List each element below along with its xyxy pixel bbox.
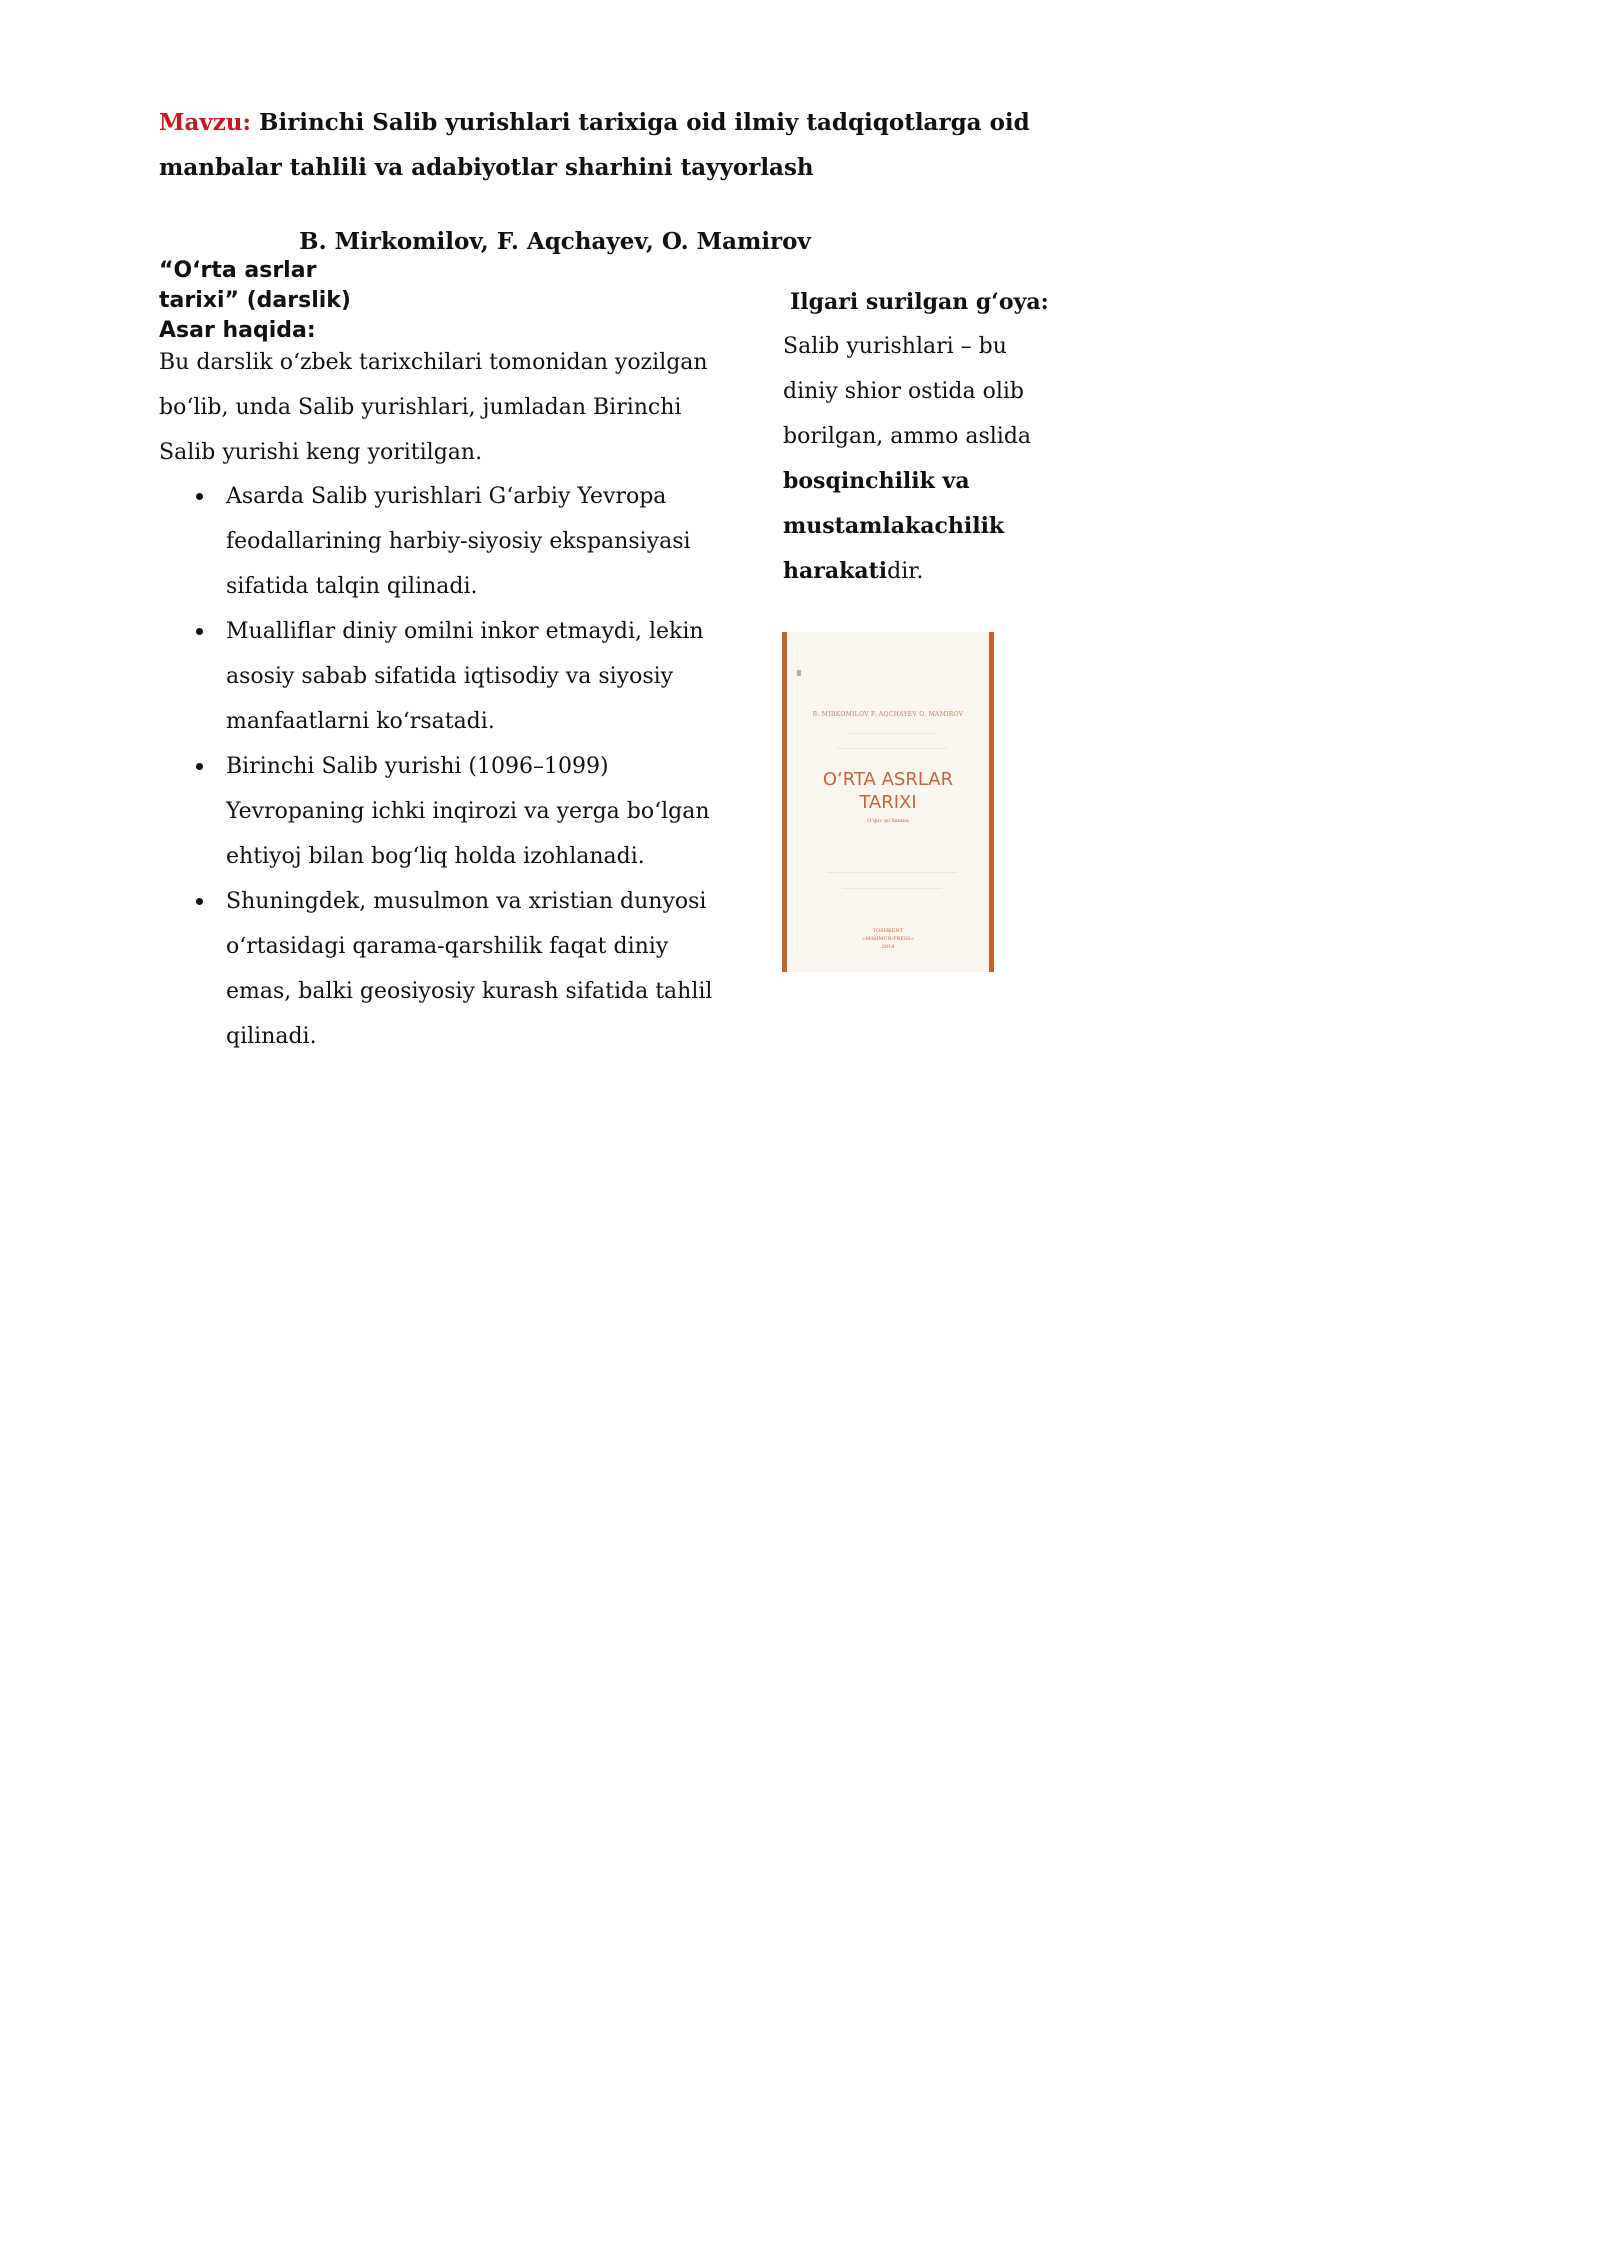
- bullet-item: [159, 474, 729, 609]
- idea-text-end: dir.: [887, 559, 924, 584]
- book-cover-image: [782, 632, 994, 972]
- authors-line: B. Mirkomilov, F. Aqchayev, O. Mamirov: [299, 228, 811, 255]
- topic-text: Birinchi Salib yurishlari tarixiga oid ilmiy tadqiqotlarga oid manbalar tahlili va adabiyotlar sharhini tayyorlash: [159, 109, 1030, 181]
- cover-title: O‘RTA ASRLAR TARIXI: [822, 769, 954, 813]
- bullet-item: [159, 609, 729, 744]
- cover-faint-line: [847, 733, 937, 734]
- about-heading: Asar haqida:: [159, 318, 316, 343]
- idea-heading: Ilgari surilgan g‘oya:: [790, 289, 1049, 315]
- bullet-icon: [196, 628, 203, 635]
- idea-text: [783, 324, 1053, 594]
- book-title: “O‘rta asrlar tarixi” (darslik): [159, 258, 351, 313]
- idea-text-bold: bosqinchilik va mustamlakachilik harakati: [783, 468, 1005, 584]
- bullet-icon: [196, 763, 203, 770]
- bullet-icon: [196, 898, 203, 905]
- cover-publisher: TOSHKENT «MAHMUR-PRESS» 2014: [862, 928, 914, 950]
- bullet-text: Mualliflar diniy omilni inkor etmaydi, lekin asosiy sabab sifatida iqtisodiy va siyosiy manfaatlarni ko‘rsatadi.: [226, 619, 704, 734]
- bullet-list: [159, 474, 729, 1059]
- bullet-icon: [196, 493, 203, 500]
- cover-subtitle: O‘quv qo‘llanma: [867, 818, 909, 824]
- topic: [159, 100, 1049, 190]
- bullet-item: [159, 879, 729, 1059]
- cover-mark: [797, 670, 801, 676]
- bullet-text: Asarda Salib yurishlari G‘arbiy Yevropa feodallarining harbiy-siyosiy ekspansiyasi sifatida talqin qilinadi.: [226, 484, 691, 599]
- cover-faint-line: [837, 748, 947, 749]
- cover-faint-line: [827, 872, 957, 873]
- cover-authors: B. MIRKOMILOV F. AQCHAYEV O. MAMIROV: [812, 711, 964, 718]
- idea-text-start: Salib yurishlari – bu diniy shior ostida olib borilgan, ammo aslida: [783, 334, 1032, 449]
- cover-faint-line: [842, 888, 942, 889]
- intro-paragraph: Bu darslik o‘zbek tarixchilari tomonidan yozilgan bo‘lib, unda Salib yurishlari, jumladan Birinchi Salib yurishi keng yoritilgan.: [159, 350, 708, 465]
- topic-label: Mavzu:: [159, 109, 251, 136]
- bullet-text: Shuningdek, musulmon va xristian dunyosi o‘rtasidagi qarama-qarshilik faqat diniy emas, balki geosiyosiy kurash sifatida tahlil qilinadi.: [226, 889, 713, 1049]
- bullet-item: [159, 744, 729, 879]
- bullet-text: Birinchi Salib yurishi (1096–1099) Yevropaning ichki inqirozi va yerga bo‘lgan ehtiyoj bilan bog‘liq holda izohlanadi.: [226, 754, 710, 869]
